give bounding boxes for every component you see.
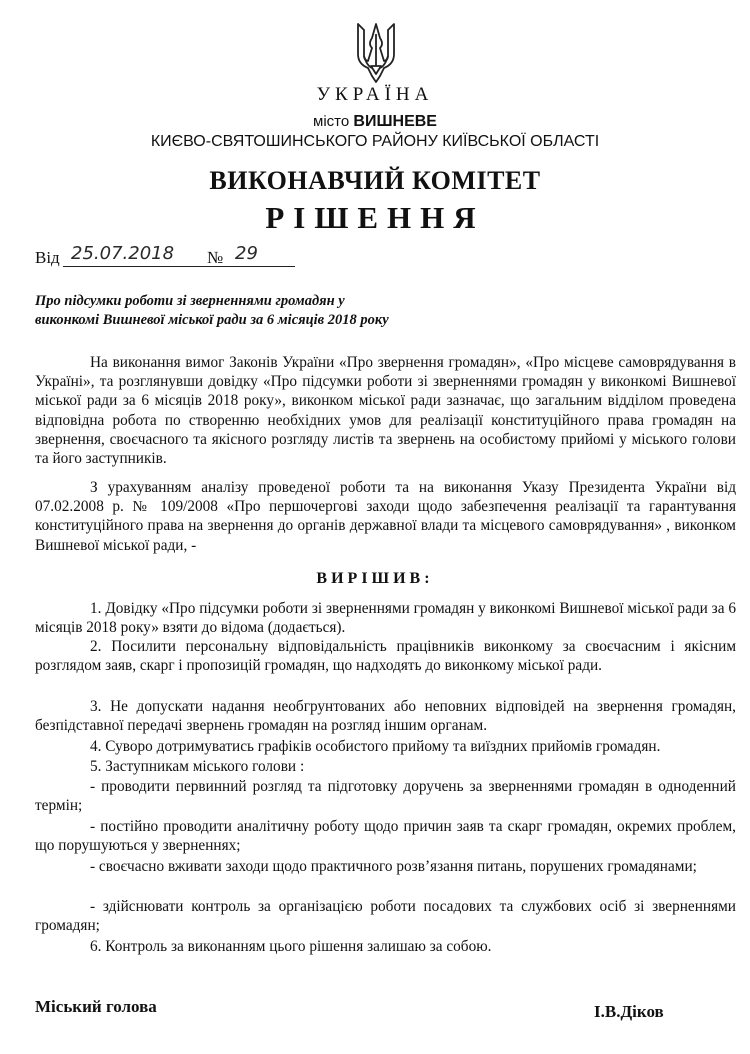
city-prefix: місто [313,113,350,130]
resolution-subitem-3: - своєчасно вживати заходи щодо практичного розв’язання питань, порушених громадянами; [90,858,697,875]
signatory-name: І.В.Діков [594,1002,664,1021]
district-name: КИЄВО-СВЯТОШИНСЬКОГО РАЙОНУ КИЇВСЬКОЇ ОБЛАСТІ [150,133,600,150]
date-value: 25.07.2018 [71,243,175,264]
signatory-position: Міський голова [35,997,157,1016]
preamble-paragraph-2: З урахуванням аналізу проведеної роботи та на виконання Указу Президента України від 07.02.2008 р. № 109/2008 «Про першочергові заходи щодо забезпечення реалізації та гарантування конституційного права на звернення до органів державної влади та місцевого самоврядування» , виконком Вишневої міської ради, - [35,479,736,554]
resolution-subitem-1: - проводити первинний розгляд та підготовку доручень за зверненнями громадян в одноденний термін; [35,778,736,815]
coat-of-arms-trident-icon [353,20,399,84]
resolution-item-1: 1. Довідку «Про підсумки роботи зі зверненнями громадян у виконкомі Вишневої міської ради за 6 місяців 2018 року» взяти до відома (додається). [35,600,736,637]
document-subject: Про підсумки роботи зі зверненнями громадян у виконкомі Вишневої міської ради за 6 місяців 2018 року [35,293,389,328]
resolution-item-4: 4. Суворо дотримуватись графіків особистого прийому та виїздних прийомів громадян. [90,738,661,755]
number-label: № [207,248,224,267]
resolution-item-6: 6. Контроль за виконанням цього рішення залишаю за собою. [90,938,492,955]
resolution-item-2: 2. Посилити персональну відповідальність працівників виконкому за своєчасним і якісним розглядом заяв, скарг і пропозицій громадян, що надходять до виконкому міської ради. [35,638,736,675]
preamble-paragraph-1: На виконання вимог Законів України «Про звернення громадян», «Про місцеве самоврядування в Україні», та розглянувши довідку «Про підсумки роботи зі зверненнями громадян у виконкомі Вишневої міської ради за 6 місяців 2018 року», виконком міської ради зазначає, що загальним відділом проведена відповідна робота по створенню необхідних умов для реалізації конституційного права громадян на звернення, своєчасного та якісного розгляду листів та звернень на особистому прийомі у міського голови та його заступників. [35,354,736,468]
number-value: 29 [235,243,258,264]
country-name: УКРАЇНА [316,84,434,105]
number-underline [227,266,295,267]
resolution-subitem-4: - здійснювати контроль за організацією роботи посадових та службових осіб зі зверненнями громадян; [35,898,736,935]
resolution-item-3: 3. Не допускати надання необгрунтованих або неповних відповідей на звернення громадян, безпідставної передачі звернень громадян на розгляд іншим органам. [35,698,736,735]
committee-title: ВИКОНАВЧИЙ КОМІТЕТ [209,166,541,195]
document-type-title: РІШЕННЯ [265,200,485,235]
date-label: Від [35,248,60,267]
city-name: ВИШНЕВЕ [353,113,437,130]
resolution-item-5: 5. Заступникам міського голови : [90,758,305,775]
resolved-heading: ВИРІШИВ: [316,570,434,587]
city-line [0,113,750,131]
date-number-row [35,243,335,269]
resolution-subitem-2: - постійно проводити аналітичну роботу щодо причин заяв та скарг громадян, окремих проблем, що порушуються у зверненнях; [35,818,736,855]
